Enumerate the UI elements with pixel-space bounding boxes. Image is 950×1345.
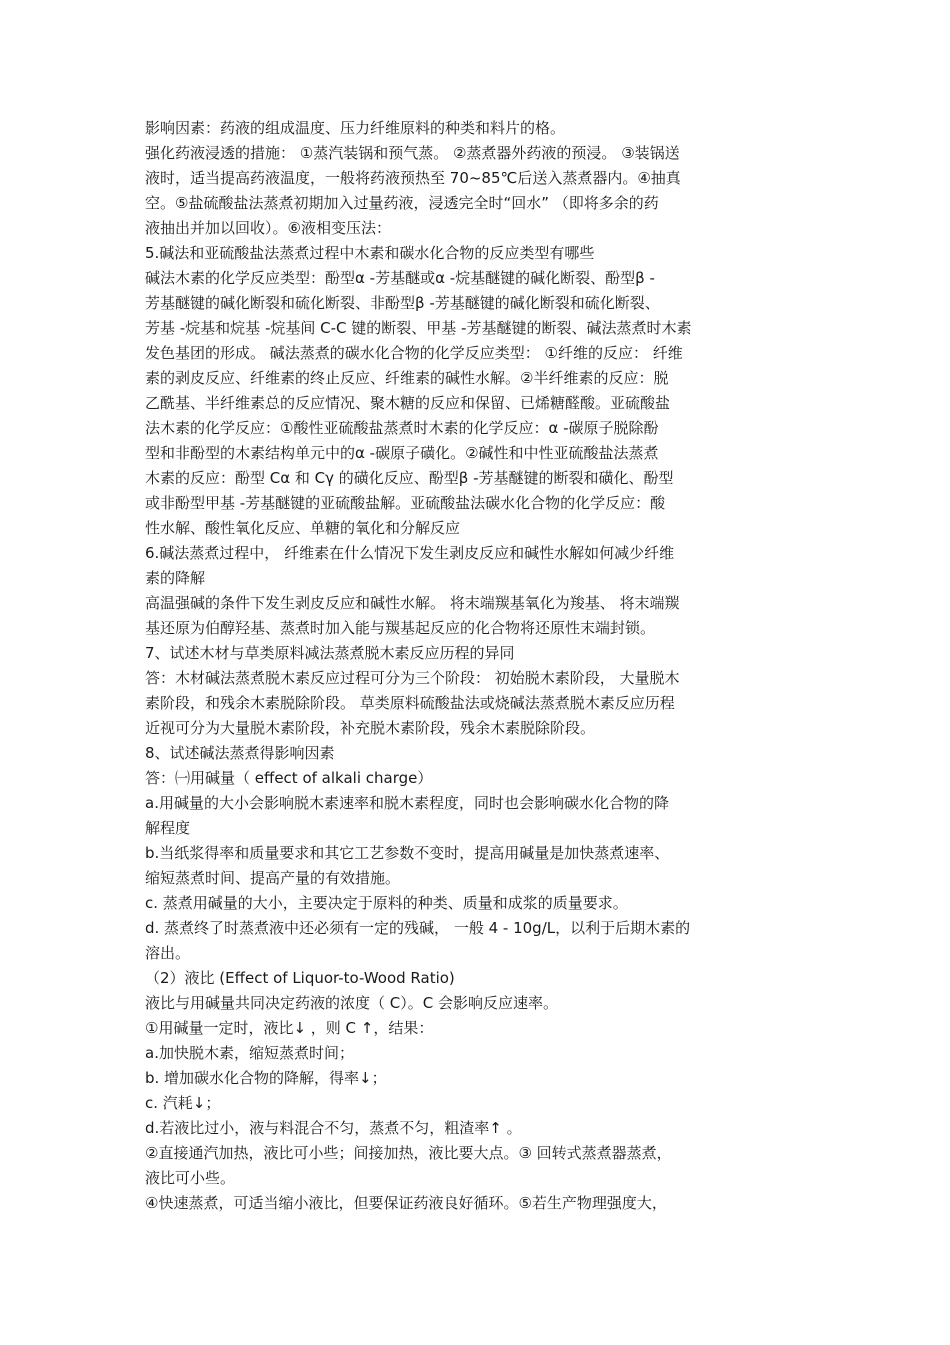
text-line: a.加快脱木素，缩短蒸煮时间； <box>145 1044 354 1062</box>
text-line: 缩短蒸煮时间、提高产量的有效措施。 <box>145 869 401 887</box>
text-line: ②直接通汽加热，液比可小些；间接加热，液比要大点。③ 回转式蒸煮器蒸煮， <box>145 1144 672 1162</box>
text-line: ④快速蒸煮，可适当缩小液比，但要保证药液良好循环。⑤若生产物理强度大， <box>145 1194 667 1212</box>
text-line: 答：木材碱法蒸煮脱木素反应过程可分为三个阶段： 初始脱木素阶段， 大量脱木 <box>145 669 680 687</box>
text-line: 或非酚型甲基 -芳基醚键的亚硫酸盐解。亚硫酸盐法碳水化合物的化学反应：酸 <box>145 494 666 512</box>
text-line: 芳基醚键的碱化断裂和硫化断裂、非酚型β -芳基醚键的碱化断裂和硫化断裂、 <box>145 294 660 312</box>
text-line: b.当纸浆得率和质量要求和其它工艺参数不变时，提高用碱量是加快蒸煮速率、 <box>145 844 670 862</box>
text-line: 液比与用碱量共同决定药液的浓度（ C）。C 会影响反应速率。 <box>145 994 558 1012</box>
text-line: 乙酰基、半纤维素总的反应情况、聚木糖的反应和保留、已烯糖醛酸。亚硫酸盐 <box>145 394 671 412</box>
text-line: 6.碱法蒸煮过程中， 纤维素在什么情况下发生剥皮反应和碱性水解如何减少纤维 <box>145 544 675 562</box>
text-line: 高温强碱的条件下发生剥皮反应和碱性水解。 将末端羰基氧化为羧基、 将末端羰 <box>145 594 680 612</box>
text-line: 性水解、酸性氧化反应、单糖的氧化和分解反应 <box>145 519 461 537</box>
text-line: 影响因素：药液的组成温度、压力纤维原料的种类和料片的格。 <box>145 119 566 137</box>
text-line: d. 蒸煮终了时蒸煮液中还必须有一定的残碱， 一般 4 - 10g/L，以利于后期木素的 <box>145 919 691 937</box>
document-body <box>145 116 810 1216</box>
text-line: 素阶段，和残余木素脱除阶段。 草类原料硫酸盐法或烧碱法蒸煮脱木素反应历程 <box>145 694 675 712</box>
text-line: 液时，适当提高药液温度，一般将药液预热至 70~85℃后送入蒸煮器内。④抽真 <box>145 169 681 187</box>
text-line: （2）液比 (Effect of Liquor-to-Wood Ratio) <box>145 969 455 987</box>
text-line: c. 蒸煮用碱量的大小，主要决定于原料的种类、质量和成浆的质量要求。 <box>145 894 628 912</box>
text-line: 基还原为伯醇羟基、蒸煮时加入能与羰基起反应的化合物将还原性末端封锁。 <box>145 619 656 637</box>
text-line: 7、试述木材与草类原料减法蒸煮脱木素反应历程的异同 <box>145 644 515 662</box>
text-line: 解程度 <box>145 819 191 837</box>
text-line: b. 增加碳水化合物的降解，得率↓； <box>145 1069 387 1087</box>
text-line: 强化药液浸透的措施： ①蒸汽装锅和预气蒸。 ②蒸煮器外药液的预浸。 ③装锅送 <box>145 144 680 162</box>
text-line: 液抽出并加以回收）。⑥液相变压法： <box>145 219 391 237</box>
text-line: 空。⑤盐硫酸盐法蒸煮初期加入过量药液，浸透完全时“回水” （即将多余的药 <box>145 194 659 212</box>
text-line: 木素的反应：酚型 Cα 和 Cγ 的磺化反应、酚型β -芳基醚键的断裂和磺化、酚型 <box>145 469 674 487</box>
text-line: 发色基团的形成。 碱法蒸煮的碳水化合物的化学反应类型： ①纤维的反应： 纤维 <box>145 344 683 362</box>
text-line: 素的降解 <box>145 569 206 587</box>
text-line: c. 汽耗↓； <box>145 1094 221 1112</box>
text-line: 液比可小些。 <box>145 1169 236 1187</box>
text-line: 法木素的化学反应：①酸性亚硫酸盐蒸煮时木素的化学反应：α -碳原子脱除酚 <box>145 419 659 437</box>
text-line: ①用碱量一定时，液比↓ ，则 C ↑，结果： <box>145 1019 434 1037</box>
text-line: a.用碱量的大小会影响脱木素速率和脱木素程度，同时也会影响碳水化合物的降 <box>145 794 669 812</box>
text-line: 碱法木素的化学反应类型：酚型α -芳基醚或α -烷基醚键的碱化断裂、酚型β - <box>145 269 655 287</box>
text-line: 8、试述碱法蒸煮得影响因素 <box>145 744 335 762</box>
text-line: 素的剥皮反应、纤维素的终止反应、纤维素的碱性水解。②半纤维素的反应：脱 <box>145 369 669 387</box>
text-line: 溶出。 <box>145 944 191 962</box>
text-line: 芳基 -烷基和烷基 -烷基间 C-C 键的断裂、甲基 -芳基醚键的断裂、碱法蒸煮时木素 <box>145 319 692 337</box>
text-line: d.若液比过小，液与料混合不匀，蒸煮不匀，粗渣率↑ 。 <box>145 1119 522 1137</box>
text-line: 型和非酚型的木素结构单元中的α -碳原子磺化。②碱性和中性亚硫酸盐法蒸煮 <box>145 444 659 462</box>
text-line: 近视可分为大量脱木素阶段，补充脱木素阶段，残余木素脱除阶段。 <box>145 719 596 737</box>
text-line: 答：㈠用碱量（ effect of alkali charge） <box>145 769 433 787</box>
text-line: 5.碱法和亚硫酸盐法蒸煮过程中木素和碳水化合物的反应类型有哪些 <box>145 244 595 262</box>
